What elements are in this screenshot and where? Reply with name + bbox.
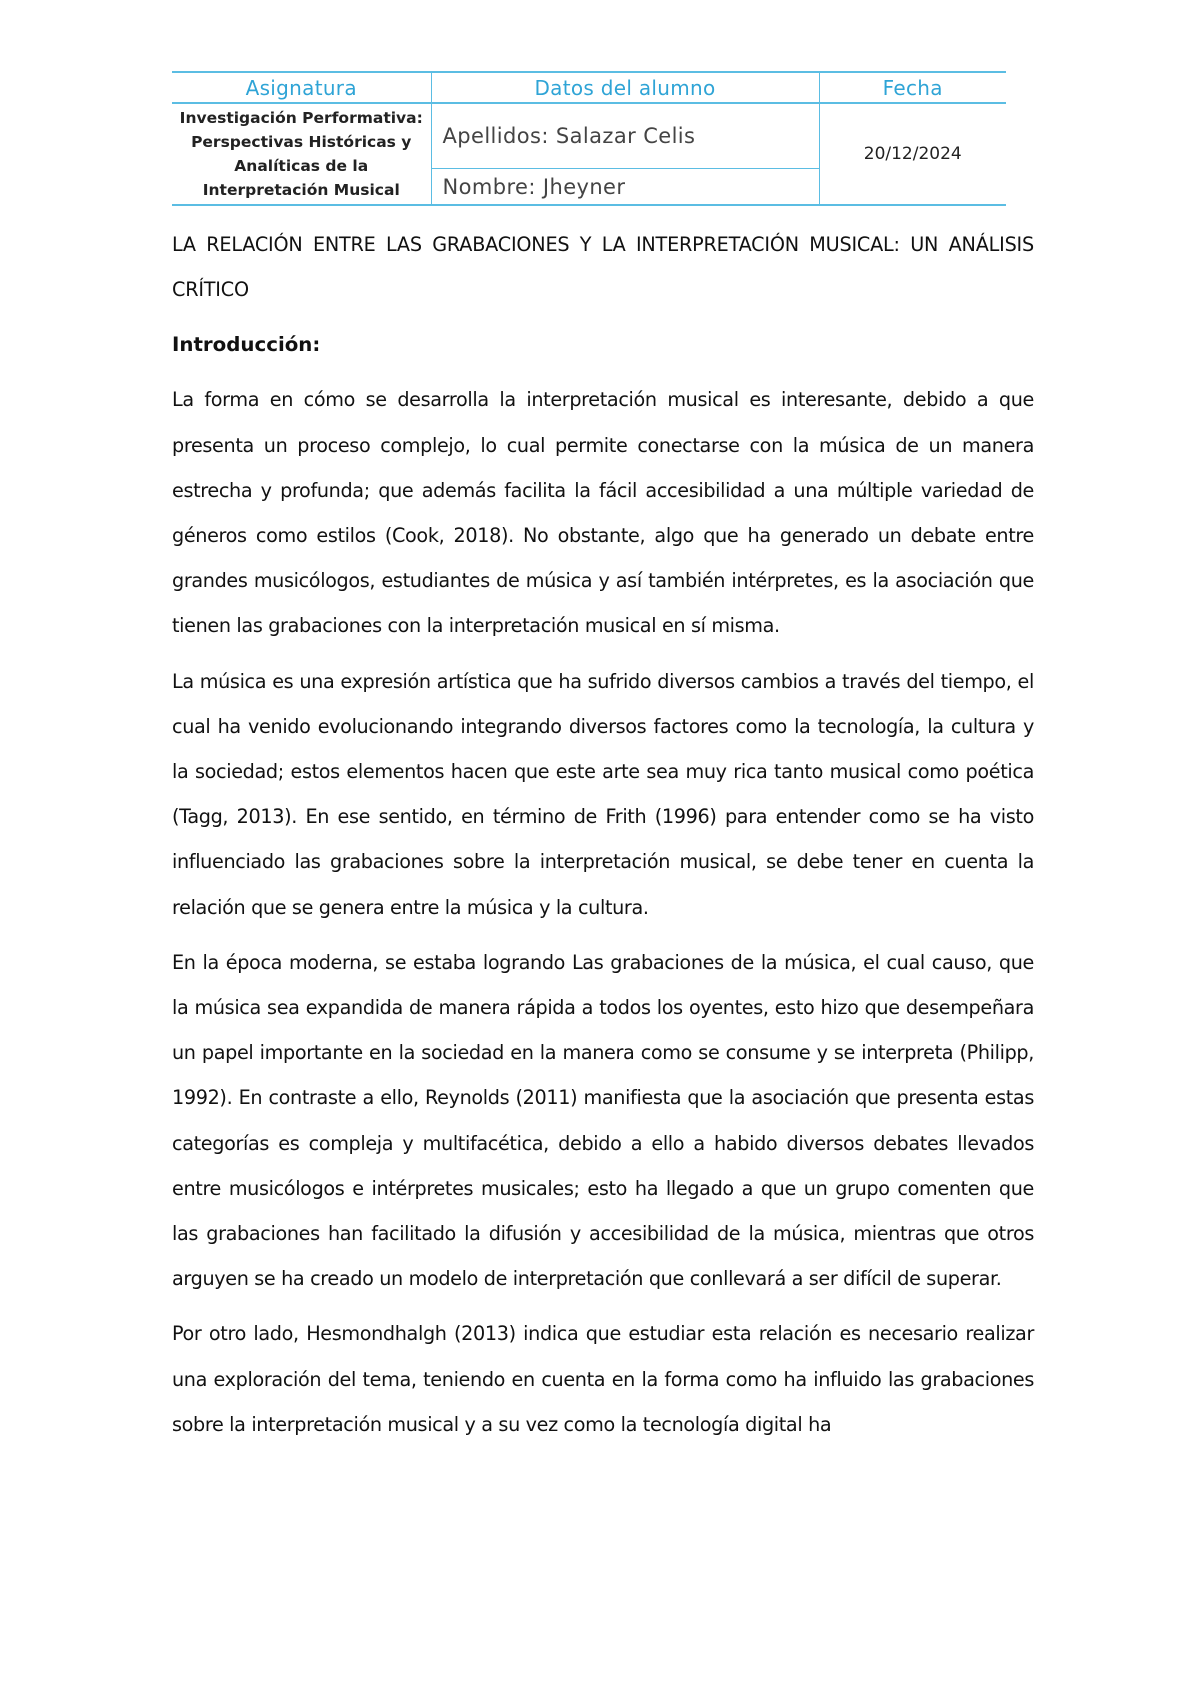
document-title: LA RELACIÓN ENTRE LAS GRABACIONES Y LA INTERPRETACIÓN MUSICAL: UN ANÁLISIS CRÍTICO <box>172 233 1034 302</box>
header-table <box>172 71 1006 206</box>
subject-line: Interpretación Musical <box>202 181 400 199</box>
surname-field: Apellidos: Salazar Celis <box>431 103 819 169</box>
body-paragraph: La forma en cómo se desarrolla la interpretación musical es interesante, debido a que presenta un proceso complejo, lo cual permite conectarse con la música de un manera estrecha y profunda; que además facilita la fácil accesibilidad a una múltiple variedad de géneros como estilos (Cook, 2018). No obstante, algo que ha generado un debate entre grandes musicólogos, estudiantes de música y así también intérpretes, es la asociación que tienen las grabaciones con la interpretación musical en sí misma. <box>172 388 1034 638</box>
subject-line: Investigación Performativa: <box>179 109 423 127</box>
date-column-header: Fecha <box>819 72 1006 103</box>
header-row <box>172 72 1006 103</box>
student-row-surname <box>172 103 1006 169</box>
subject-cell <box>172 103 431 205</box>
subject-column-header: Asignatura <box>172 72 431 103</box>
subject-line: Perspectivas Históricas y <box>191 133 412 151</box>
student-column-header: Datos del alumno <box>431 72 819 103</box>
section-heading: Introducción: <box>172 333 321 357</box>
subject-line: Analíticas de la <box>234 157 369 175</box>
document-body <box>172 222 1034 1447</box>
date-value: 20/12/2024 <box>819 103 1006 205</box>
body-paragraph: La música es una expresión artística que ha sufrido diversos cambios a través del tiempo, el cual ha venido evolucionando integrando diversos factores como la tecnología, la cultura y la sociedad; estos elementos hacen que este arte sea muy rica tanto musical como poética (Tagg, 2013). En ese sentido, en término de Frith (1996) para entender como se ha visto influenciado las grabaciones sobre la interpretación musical, se debe tener en cuenta la relación que se genera entre la música y la cultura. <box>172 669 1034 919</box>
body-paragraph: Por otro lado, Hesmondhalgh (2013) indica que estudiar esta relación es necesario realizar una exploración del tema, teniendo en cuenta en la forma como ha influido las grabaciones sobre la interpretación musical y a su vez como la tecnología digital ha <box>172 1322 1034 1436</box>
name-field: Nombre: Jheyner <box>431 169 819 206</box>
body-paragraph: En la época moderna, se estaba logrando Las grabaciones de la música, el cual causo, que la música sea expandida de manera rápida a todos los oyentes, esto hizo que desempeñara un papel importante en la sociedad en la manera como se consume y se interpreta (Philipp, 1992). En contraste a ello, Reynolds (2011) manifiesta que la asociación que presenta estas categorías es compleja y multifacética, debido a ello a habido diversos debates llevados entre musicólogos e intérpretes musicales; esto ha llegado a que un grupo comenten que las grabaciones han facilitado la difusión y accesibilidad de la música, mientras que otros arguyen se ha creado un modelo de interpretación que conllevará a ser difícil de superar. <box>172 950 1034 1291</box>
